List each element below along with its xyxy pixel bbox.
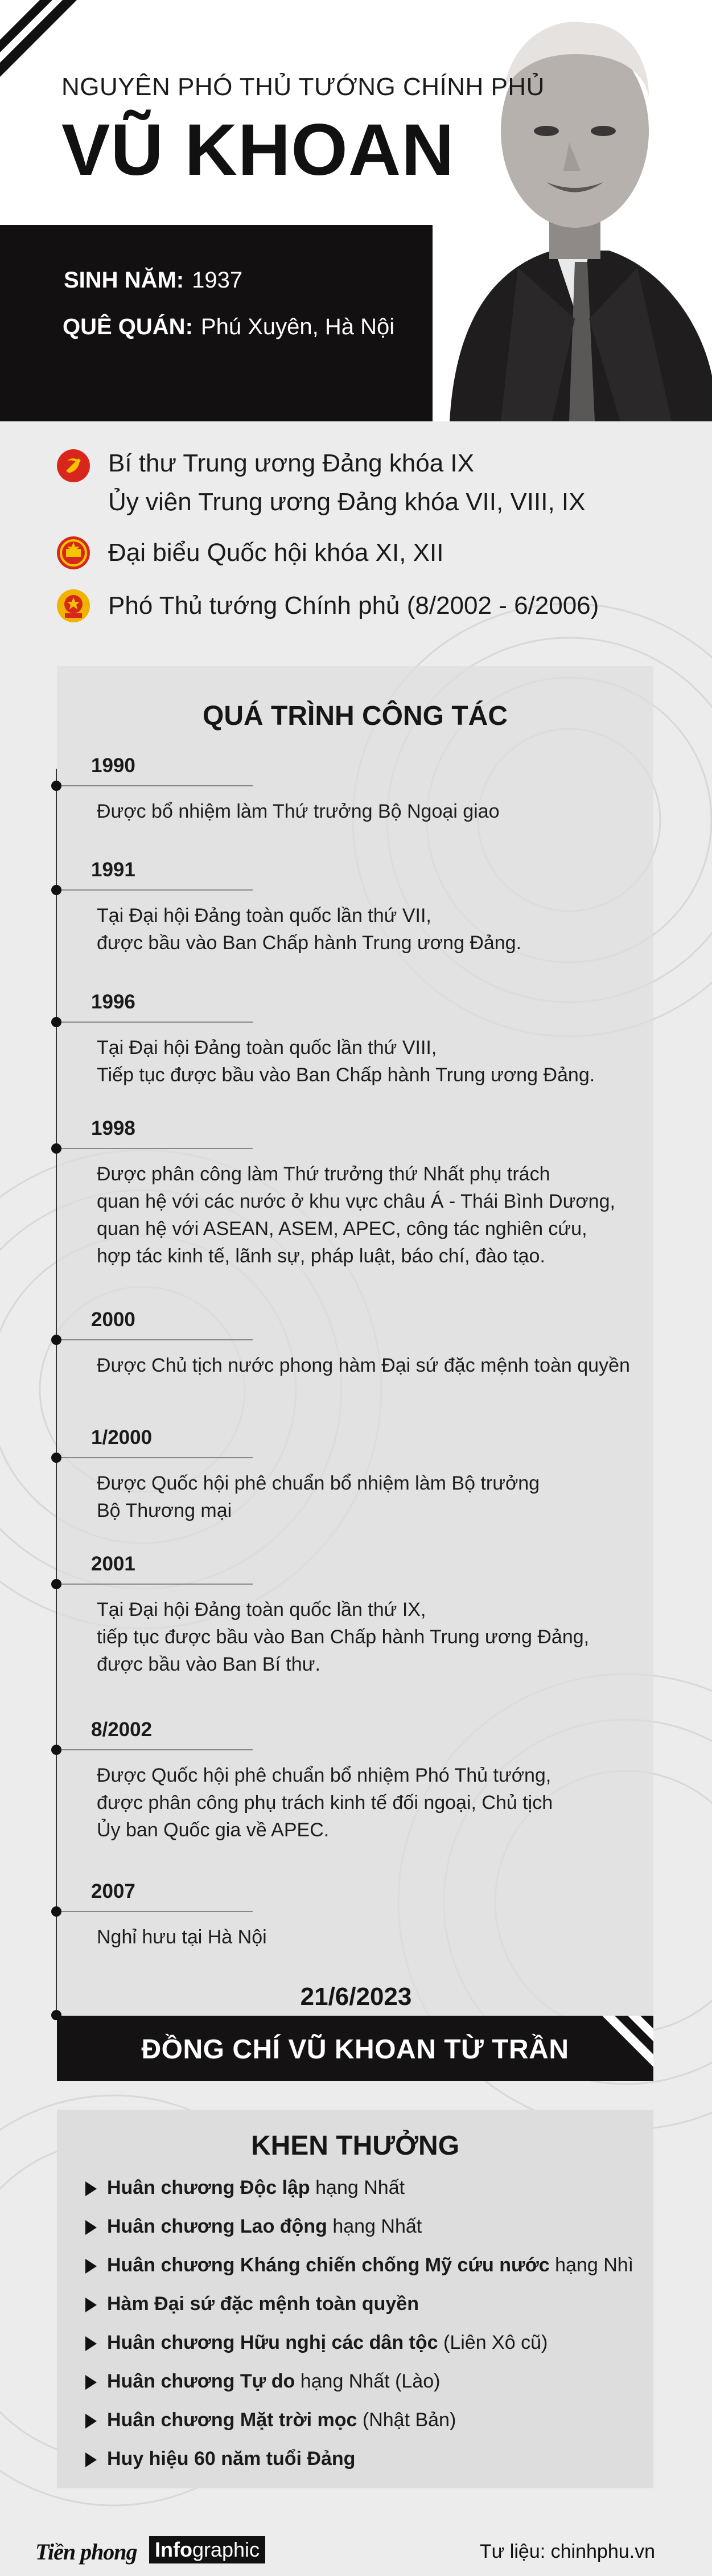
timeline-description bbox=[97, 1352, 630, 1379]
hometown-value: Phú Xuyên, Hà Nội bbox=[200, 314, 395, 339]
award-item bbox=[85, 2254, 633, 2276]
timeline-line-text: hợp tác kinh tế, lãnh sự, pháp luật, báo chí, đào tạo. bbox=[97, 1245, 545, 1267]
timeline-line-text: Tại Đại hội Đảng toàn quốc lần thứ VII, bbox=[97, 905, 431, 926]
award-detail: hạng Nhất (Lào) bbox=[295, 2370, 441, 2392]
footer bbox=[0, 2517, 712, 2576]
tienphong-logo: Tiền phong bbox=[35, 2539, 137, 2565]
timeline-connector bbox=[61, 1022, 253, 1023]
timeline-year: 2007 bbox=[91, 1880, 135, 1902]
timeline-connector bbox=[61, 1457, 253, 1458]
position-item-2: Đại biểu Quốc hội khóa XI, XII bbox=[108, 539, 444, 567]
timeline-description bbox=[97, 1470, 540, 1524]
timeline-connector bbox=[61, 1749, 253, 1750]
timeline-dot bbox=[51, 781, 61, 791]
timeline-description bbox=[97, 798, 500, 825]
position-item-1-line-2: Ủy viên Trung ương Đảng khóa VII, VIII, IX bbox=[108, 488, 586, 516]
hometown-row bbox=[63, 314, 394, 340]
arrow-right-icon bbox=[85, 2452, 97, 2467]
award-item bbox=[85, 2177, 405, 2199]
timeline-line-text: được bầu vào Ban Chấp hành Trung ương Đảng. bbox=[97, 932, 522, 954]
award-name: Huy hiệu 60 năm tuổi Đảng bbox=[107, 2448, 356, 2470]
timeline-line-text: Được phân công làm Thứ trưởng thứ Nhất phụ trách bbox=[97, 1163, 550, 1185]
national-assembly-emblem-icon bbox=[56, 535, 91, 571]
timeline-dot bbox=[51, 1017, 61, 1027]
timeline-line-text: Được Chủ tịch nước phong hàm Đại sứ đặc mệnh toàn quyền bbox=[97, 1355, 630, 1376]
work-history-title: QUÁ TRÌNH CÔNG TÁC bbox=[203, 701, 508, 731]
timeline-line-text: quan hệ với các nước ở khu vực châu Á - Thái Bình Dương, bbox=[97, 1191, 615, 1212]
timeline-line-text: Ủy ban Quốc gia về APEC. bbox=[97, 1819, 330, 1841]
timeline-description bbox=[97, 1034, 595, 1089]
award-detail: hạng Nhì bbox=[549, 2254, 634, 2276]
timeline-year: 2000 bbox=[91, 1308, 135, 1331]
timeline-year: 1990 bbox=[91, 754, 135, 777]
timeline-year: 8/2002 bbox=[91, 1718, 153, 1741]
timeline-description bbox=[97, 1160, 615, 1270]
award-name: Huân chương Mặt trời mọc bbox=[107, 2409, 357, 2431]
timeline-connector bbox=[61, 1584, 253, 1585]
award-name: Huân chương Độc lập bbox=[107, 2177, 310, 2198]
timeline-dot bbox=[51, 885, 61, 895]
arrow-right-icon bbox=[85, 2181, 97, 2196]
award-detail: hạng Nhất bbox=[310, 2177, 405, 2198]
death-date: 21/6/2023 bbox=[300, 1983, 412, 2011]
award-name: Huân chương Tự do bbox=[107, 2370, 295, 2392]
award-detail: (Liên Xô cũ) bbox=[438, 2332, 548, 2353]
arrow-right-icon bbox=[85, 2298, 97, 2312]
timeline-line bbox=[56, 769, 57, 2016]
timeline-line-text: Được Quốc hội phê chuẩn bổ nhiệm Phó Thủ tướng, bbox=[97, 1765, 552, 1786]
timeline-connector bbox=[61, 1148, 253, 1149]
party-emblem-icon bbox=[56, 448, 91, 483]
timeline-line-text: Tiếp tục được bầu vào Ban Chấp hành Trung ương Đảng. bbox=[97, 1064, 595, 1086]
award-item bbox=[85, 2448, 355, 2470]
arrow-right-icon bbox=[85, 2375, 97, 2390]
timeline-dot bbox=[51, 1143, 61, 1154]
award-name: Huân chương Hữu nghị các dân tộc bbox=[107, 2332, 438, 2353]
timeline-year: 1996 bbox=[91, 991, 135, 1013]
position-item-3: Phó Thủ tướng Chính phủ (8/2002 - 6/2006) bbox=[108, 592, 599, 620]
timeline-description bbox=[97, 1596, 589, 1678]
header-subtitle: NGUYÊN PHÓ THỦ TƯỚNG CHÍNH PHỦ bbox=[61, 73, 545, 101]
award-item bbox=[85, 2370, 440, 2393]
timeline-connector bbox=[61, 1339, 253, 1340]
award-item bbox=[85, 2332, 548, 2354]
hometown-label: QUÊ QUÁN: bbox=[63, 314, 193, 339]
birth-year-value: 1937 bbox=[192, 268, 243, 293]
header bbox=[0, 0, 712, 421]
arrow-right-icon bbox=[85, 2220, 97, 2235]
infographic-logo bbox=[149, 2536, 265, 2563]
arrow-right-icon bbox=[85, 2414, 97, 2429]
timeline-dot bbox=[51, 1906, 61, 1917]
mourning-stripes-icon bbox=[574, 2016, 653, 2081]
timeline-description bbox=[97, 902, 521, 957]
timeline-description bbox=[97, 1762, 553, 1844]
timeline-connector bbox=[61, 889, 253, 891]
timeline-connector bbox=[61, 785, 253, 786]
award-item bbox=[85, 2216, 422, 2238]
timeline-line-text: Tại Đại hội Đảng toàn quốc lần thứ VIII, bbox=[97, 1037, 437, 1059]
timeline-dot bbox=[51, 1453, 61, 1463]
timeline-line-text: Được bổ nhiệm làm Thứ trưởng Bộ Ngoại giao bbox=[97, 801, 500, 822]
award-item bbox=[85, 2293, 419, 2315]
infographic-logo-bold: Info bbox=[155, 2538, 192, 2561]
timeline-connector bbox=[61, 1911, 253, 1912]
timeline-description bbox=[97, 1923, 267, 1951]
portrait-photo bbox=[433, 0, 712, 421]
award-item bbox=[85, 2409, 456, 2431]
timeline-line-text: được phân công phụ trách kinh tế đối ngoại, Chủ tịch bbox=[97, 1792, 553, 1814]
timeline-line-text: được bầu vào Ban Bí thư. bbox=[97, 1654, 320, 1675]
timeline-year: 1998 bbox=[91, 1117, 135, 1139]
arrow-right-icon bbox=[85, 2259, 97, 2274]
award-name: Hàm Đại sứ đặc mệnh toàn quyền bbox=[107, 2293, 419, 2315]
arrow-right-icon bbox=[85, 2336, 97, 2351]
award-name: Huân chương Kháng chiến chống Mỹ cứu nước bbox=[107, 2254, 550, 2276]
national-emblem-icon bbox=[56, 588, 91, 624]
award-detail: (Nhật Bản) bbox=[357, 2409, 456, 2431]
award-name: Huân chương Lao động bbox=[107, 2216, 327, 2237]
timeline-dot bbox=[51, 1745, 61, 1755]
page-title: VŨ KHOAN bbox=[61, 109, 455, 191]
birth-year-label: SINH NĂM: bbox=[64, 268, 184, 293]
awards-panel bbox=[57, 2110, 653, 2488]
source-credit: Tư liệu: chinhphu.vn bbox=[479, 2541, 655, 2562]
timeline-line-text: tiếp tục được bầu vào Ban Chấp hành Trung ương Đảng, bbox=[97, 1626, 590, 1648]
timeline-year: 1991 bbox=[91, 859, 135, 881]
timeline-line-text: quan hệ với ASEAN, ASEM, APEC, công tác nghiên cứu, bbox=[97, 1218, 587, 1240]
position-item-1-line-1: Bí thư Trung ương Đảng khóa IX bbox=[108, 449, 475, 477]
infographic-logo-rest: graphic bbox=[192, 2538, 260, 2561]
death-announcement-text: ĐỒNG CHÍ VŨ KHOAN TỪ TRẦN bbox=[141, 2034, 569, 2065]
timeline-year: 2001 bbox=[91, 1553, 135, 1575]
birth-year-row bbox=[64, 268, 242, 293]
timeline-dot bbox=[51, 1579, 61, 1589]
awards-title: KHEN THƯỞNG bbox=[250, 2131, 460, 2161]
timeline-line-text: Tại Đại hội Đảng toàn quốc lần thứ IX, bbox=[97, 1599, 426, 1621]
timeline-line-text: Nghỉ hưu tại Hà Nội bbox=[97, 1926, 267, 1948]
timeline-dot bbox=[51, 1335, 61, 1345]
award-detail: hạng Nhất bbox=[327, 2216, 422, 2237]
timeline-year: 1/2000 bbox=[91, 1426, 153, 1449]
death-announcement-bar bbox=[57, 2016, 653, 2081]
timeline-line-text: Bộ Thương mại bbox=[97, 1500, 232, 1521]
timeline-line-text: Được Quốc hội phê chuẩn bổ nhiệm làm Bộ trưởng bbox=[97, 1472, 540, 1494]
